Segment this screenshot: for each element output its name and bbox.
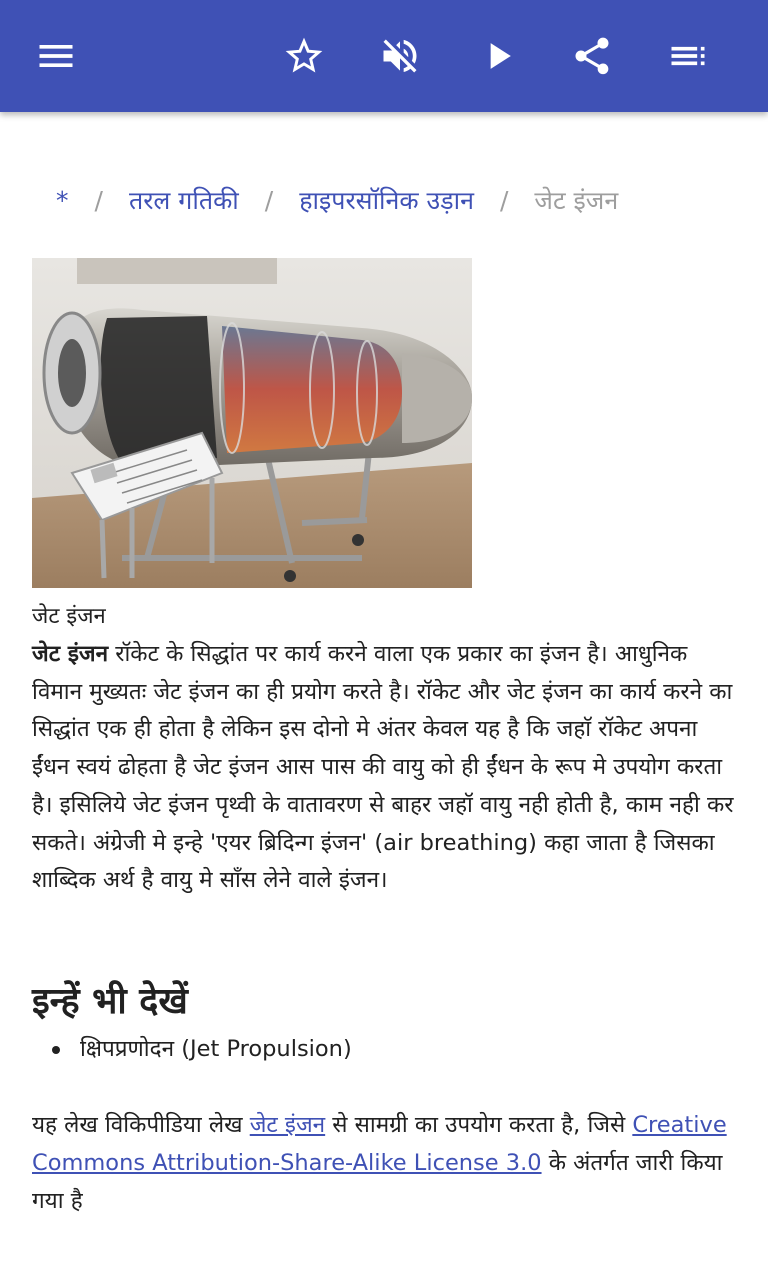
article-lead-text: रॉकेट के सिद्धांत पर कार्य करने वाला एक प्रकार का इंजन है। आधुनिक विमान मुख्यतः जेट इंजन का ही प्रयोग करते है। रॉकेट और जेट इंजन का कार्य करने का सिद्धांत एक ही होता है लेकिन इस दोनो मे अंतर केवल यह है कि जहाॅ रॉकेट अपना ईंधन स्वयं ढोहता है जेट इंजन आस पास की वायु को ही ईंधन के रूप मे उपयोग करता है। इसिलिये जेट इंजन पृथ्वी के वातावरण से बाहर जहॉ वायु नही होती है, काम नही कर सकते। अंग्रेजी मे इन्हे 'एयर ब्रिदिन्ग इंजन' (air breathing) कहा जाता है जिसका शाब्दिक अर्थ है वायु मे साँस लेने वाले इंजन। xyxy=(32,641,734,894)
hamburger-menu-icon xyxy=(34,34,78,78)
menu-button[interactable] xyxy=(24,24,88,88)
share-icon xyxy=(570,34,614,78)
attribution-text: से सामग्री का उपयोग करता है, जिसे xyxy=(325,1112,633,1138)
breadcrumb xyxy=(56,180,618,220)
share-button[interactable] xyxy=(560,24,624,88)
image-caption: जेट इंजन xyxy=(32,604,106,629)
jet-engine-photo xyxy=(32,258,472,588)
breadcrumb-hypersonic-flight[interactable]: हाइपरसॉनिक उड़ान xyxy=(299,186,474,215)
license-link[interactable]: Creative Commons Attribution-Share-Alike License 3.0 xyxy=(32,1112,727,1176)
table-of-contents-icon xyxy=(666,34,710,78)
attribution-notice xyxy=(32,1106,740,1220)
attribution-text: यह लेख विकिपीडिया लेख xyxy=(32,1112,250,1138)
article-body xyxy=(32,636,740,900)
see-also-heading: इन्हें भी देखें xyxy=(32,981,188,1022)
contents-button[interactable] xyxy=(656,24,720,88)
volume-off-icon xyxy=(378,34,422,78)
breadcrumb-separator: / xyxy=(94,185,103,215)
attribution-text: के अंतर्गत जारी किया गया है xyxy=(32,1150,723,1214)
bullet-icon xyxy=(52,1046,60,1054)
star-outline-icon xyxy=(282,34,326,78)
see-also-list xyxy=(32,1030,732,1068)
breadcrumb-home[interactable]: * xyxy=(56,185,69,215)
source-article-link[interactable]: जेट इंजन xyxy=(249,1112,326,1138)
play-icon xyxy=(476,34,520,78)
play-button[interactable] xyxy=(466,24,530,88)
see-also-item-label: क्षिपप्रणोदन (Jet Propulsion) xyxy=(80,1036,352,1062)
favorite-button[interactable] xyxy=(272,24,336,88)
breadcrumb-fluid-dynamics[interactable]: तरल गतिकी xyxy=(128,186,239,215)
article-image[interactable] xyxy=(32,258,472,588)
app-toolbar xyxy=(0,0,768,112)
breadcrumb-current: जेट इंजन xyxy=(534,186,619,215)
breadcrumb-separator: / xyxy=(499,185,509,215)
list-item xyxy=(32,1030,732,1068)
breadcrumb-separator: / xyxy=(264,185,274,215)
article-lead-term: जेट इंजन xyxy=(32,641,109,667)
mute-button[interactable] xyxy=(368,24,432,88)
